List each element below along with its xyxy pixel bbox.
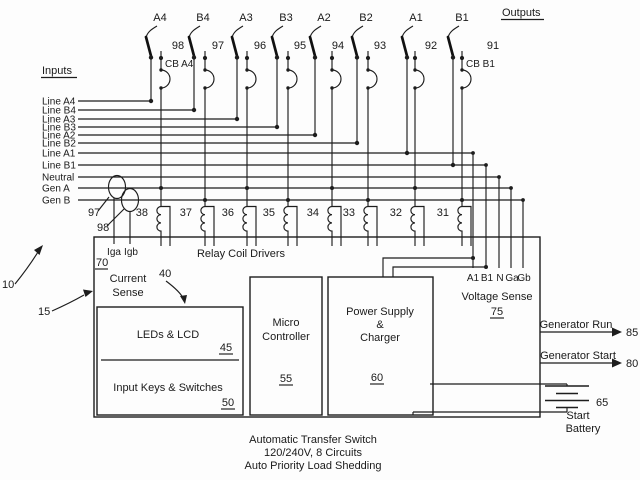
breaker-ref-number: 95 <box>293 40 307 52</box>
micro-block-title: Controller <box>262 331 310 343</box>
label-leader <box>98 197 109 211</box>
breaker-ref-number: 94 <box>331 40 345 52</box>
bus-junction-dot <box>235 117 239 121</box>
breaker-arc <box>205 70 214 88</box>
relay-coil <box>284 207 288 247</box>
display-pointer-ref: 40 <box>159 268 172 280</box>
bus-junction-dot <box>149 99 153 103</box>
micro-block-ref: 55 <box>279 373 293 385</box>
battery-label: Battery <box>565 423 601 435</box>
microcontroller-box <box>250 277 322 415</box>
pointer-leader <box>15 252 38 284</box>
ct-ref-number: 98 <box>97 222 110 234</box>
bus-junction-dot <box>313 133 317 137</box>
display-block-ref: 45 <box>219 342 233 354</box>
label-leader <box>272 26 283 38</box>
gen-bus-junction-dot <box>413 186 417 190</box>
current-sense-ref: 70 <box>96 257 109 269</box>
bus-junction-dot <box>405 151 409 155</box>
breaker-arc <box>368 70 377 88</box>
breaker-dot <box>366 68 369 71</box>
relay-coil <box>411 207 415 247</box>
label-leader <box>107 209 124 226</box>
ps-sense-junction <box>471 256 475 260</box>
switch-arm <box>310 37 315 56</box>
label-leader <box>448 26 459 38</box>
relay-coil <box>247 207 256 247</box>
switch-arm <box>189 37 194 56</box>
generator-run-ref: 85 <box>626 327 639 339</box>
breaker-dot <box>245 68 248 71</box>
figure-caption-line: 120/240V, 8 Circuits <box>263 447 363 459</box>
assembly-ref: 10 <box>2 279 15 291</box>
coil-ref-number: 36 <box>221 207 234 219</box>
bus-label: Gen B <box>42 195 71 207</box>
arrowhead <box>34 245 43 255</box>
relay-coil <box>415 207 424 247</box>
keys-block-ref: 50 <box>221 397 235 409</box>
breaker-dot <box>159 68 162 71</box>
breaker-arc <box>288 70 297 88</box>
arrowhead <box>612 328 622 337</box>
junction-dot <box>471 151 475 155</box>
power-supply-box <box>328 277 433 415</box>
bus-label: Line B1 <box>42 160 76 172</box>
breaker-label: CB B1 <box>466 59 495 70</box>
relay-drivers-label: Relay Coil Drivers <box>196 248 286 260</box>
gen-bus-junction-dot <box>330 186 334 190</box>
breaker-dot <box>286 68 289 71</box>
junction-dot <box>484 163 488 167</box>
breaker-arc <box>415 70 424 88</box>
current-transformer <box>109 176 126 199</box>
coil-ref-number: 31 <box>436 207 449 219</box>
relay-coil <box>332 207 341 247</box>
coil-ref-number: 35 <box>262 207 275 219</box>
relay-coil <box>157 207 161 247</box>
junction-dot <box>497 175 501 179</box>
breaker-arc <box>462 70 471 88</box>
label-leader <box>310 26 321 38</box>
bus-junction-dot <box>451 163 455 167</box>
figure-caption-line: Automatic Transfer Switch <box>249 434 377 446</box>
gen-bus-junction-dot <box>286 198 290 202</box>
switch-arm <box>402 37 407 56</box>
circuit-label: A1 <box>409 12 423 24</box>
relay-coil <box>288 207 297 247</box>
keys-block-title: Input Keys & Switches <box>113 382 223 394</box>
voltage-sense-ref: 75 <box>490 306 504 318</box>
coil-ref-number: 37 <box>179 207 192 219</box>
label-leader <box>232 26 243 38</box>
circuit-label: B2 <box>359 12 373 24</box>
bus-label: Gen A <box>42 183 70 195</box>
circuit-label: B4 <box>196 12 210 24</box>
gen-bus-junction-dot <box>366 198 370 202</box>
circuit-label: B3 <box>279 12 293 24</box>
bus-label: Line A4 <box>42 96 76 108</box>
breaker-ref-number: 93 <box>373 40 387 52</box>
power-block-title: & <box>376 319 384 331</box>
voltage-sense-terminal: Gb <box>517 273 531 284</box>
battery-label: Start <box>566 410 590 422</box>
bus-label: Line B4 <box>42 105 76 117</box>
enclosure-ref: 15 <box>38 306 51 318</box>
current-sense-title: Sense <box>112 287 144 299</box>
coil-ref-number: 34 <box>306 207 319 219</box>
coil-ref-number: 38 <box>135 207 148 219</box>
ct-signal-label: Iga <box>107 247 121 258</box>
voltage-sense-terminal: N <box>496 273 504 284</box>
relay-coil <box>201 207 205 247</box>
breaker-dot <box>413 68 416 71</box>
breaker-arc <box>161 70 170 88</box>
switch-arm <box>352 37 357 56</box>
breaker-ref-number: 96 <box>253 40 267 52</box>
gen-bus-junction-dot <box>159 186 163 190</box>
ct-ref-number: 97 <box>88 207 101 219</box>
junction-dot <box>509 186 513 190</box>
bus-label: Line A3 <box>42 114 76 126</box>
switch-arm <box>448 37 453 56</box>
coil-ref-number: 32 <box>389 207 402 219</box>
relay-coil <box>364 207 368 247</box>
voltage-sense-terminal: B1 <box>480 273 494 284</box>
bus-label: Line B3 <box>42 122 76 134</box>
coil-ref-number: 33 <box>342 207 355 219</box>
pointer-leader <box>52 295 84 311</box>
circuit-label: A2 <box>317 12 331 24</box>
arrowhead <box>180 295 187 304</box>
bus-junction-dot <box>355 141 359 145</box>
relay-coil <box>368 207 377 247</box>
breaker-arc <box>332 70 341 88</box>
label-leader <box>189 26 200 38</box>
bus-label: Line A1 <box>42 148 76 160</box>
bus-label: Line A2 <box>42 130 76 142</box>
gen-bus-junction-dot <box>203 198 207 202</box>
breaker-ref-number: 91 <box>486 40 500 52</box>
breaker-label: CB A4 <box>165 59 194 70</box>
breaker-ref-number: 92 <box>424 40 438 52</box>
breaker-dot <box>330 68 333 71</box>
ct-signal-label: Igb <box>124 247 138 258</box>
micro-block-title: Micro <box>272 317 300 329</box>
switch-arm <box>232 37 237 56</box>
relay-coil <box>458 207 462 247</box>
circuit-label: A3 <box>239 12 253 24</box>
bus-junction-dot <box>192 108 196 112</box>
figure-caption-line: Auto Priority Load Shedding <box>244 460 382 472</box>
circuit-label: A4 <box>153 12 167 24</box>
label-leader <box>352 26 363 38</box>
ps-sense-junction <box>484 265 488 269</box>
battery-ref: 65 <box>596 397 609 409</box>
arrowhead <box>83 290 93 298</box>
generator-start-label: Generator Start <box>540 350 616 362</box>
label-leader <box>402 26 413 38</box>
breaker-ref-number: 97 <box>211 40 225 52</box>
voltage-sense-terminal: A1 <box>466 273 480 284</box>
current-sense-title: Current <box>109 273 147 285</box>
relay-coil <box>328 207 332 247</box>
power-block-title: Charger <box>360 332 400 344</box>
power-block-title: Power Supply <box>346 306 414 318</box>
bus-label: Line B2 <box>42 138 76 150</box>
breaker-ref-number: 98 <box>171 40 185 52</box>
generator-run-label: Generator Run <box>539 319 613 331</box>
circuit-label: B1 <box>455 12 469 24</box>
bus-junction-dot <box>275 125 279 129</box>
breaker-dot <box>460 68 463 71</box>
switch-arm <box>146 37 151 56</box>
display-block-title: LEDs & LCD <box>136 329 200 341</box>
generator-start-ref: 80 <box>626 358 639 370</box>
voltage-sense-terminal: Ga <box>505 273 519 284</box>
relay-coil <box>205 207 214 247</box>
switch-arm <box>272 37 277 56</box>
gen-bus-junction-dot <box>245 186 249 190</box>
inputs-heading: Inputs <box>42 65 72 77</box>
label-leader <box>146 26 157 38</box>
breaker-dot <box>203 68 206 71</box>
relay-coil <box>243 207 247 247</box>
bus-label: Neutral <box>42 172 75 184</box>
relay-coil <box>161 207 170 247</box>
gen-bus-junction-dot <box>460 198 464 202</box>
voltage-sense-title: Voltage Sense <box>461 291 533 303</box>
relay-coil <box>462 207 471 247</box>
junction-dot <box>521 198 525 202</box>
outputs-heading: Outputs <box>502 7 541 19</box>
power-block-ref: 60 <box>370 372 384 384</box>
breaker-arc <box>247 70 256 88</box>
